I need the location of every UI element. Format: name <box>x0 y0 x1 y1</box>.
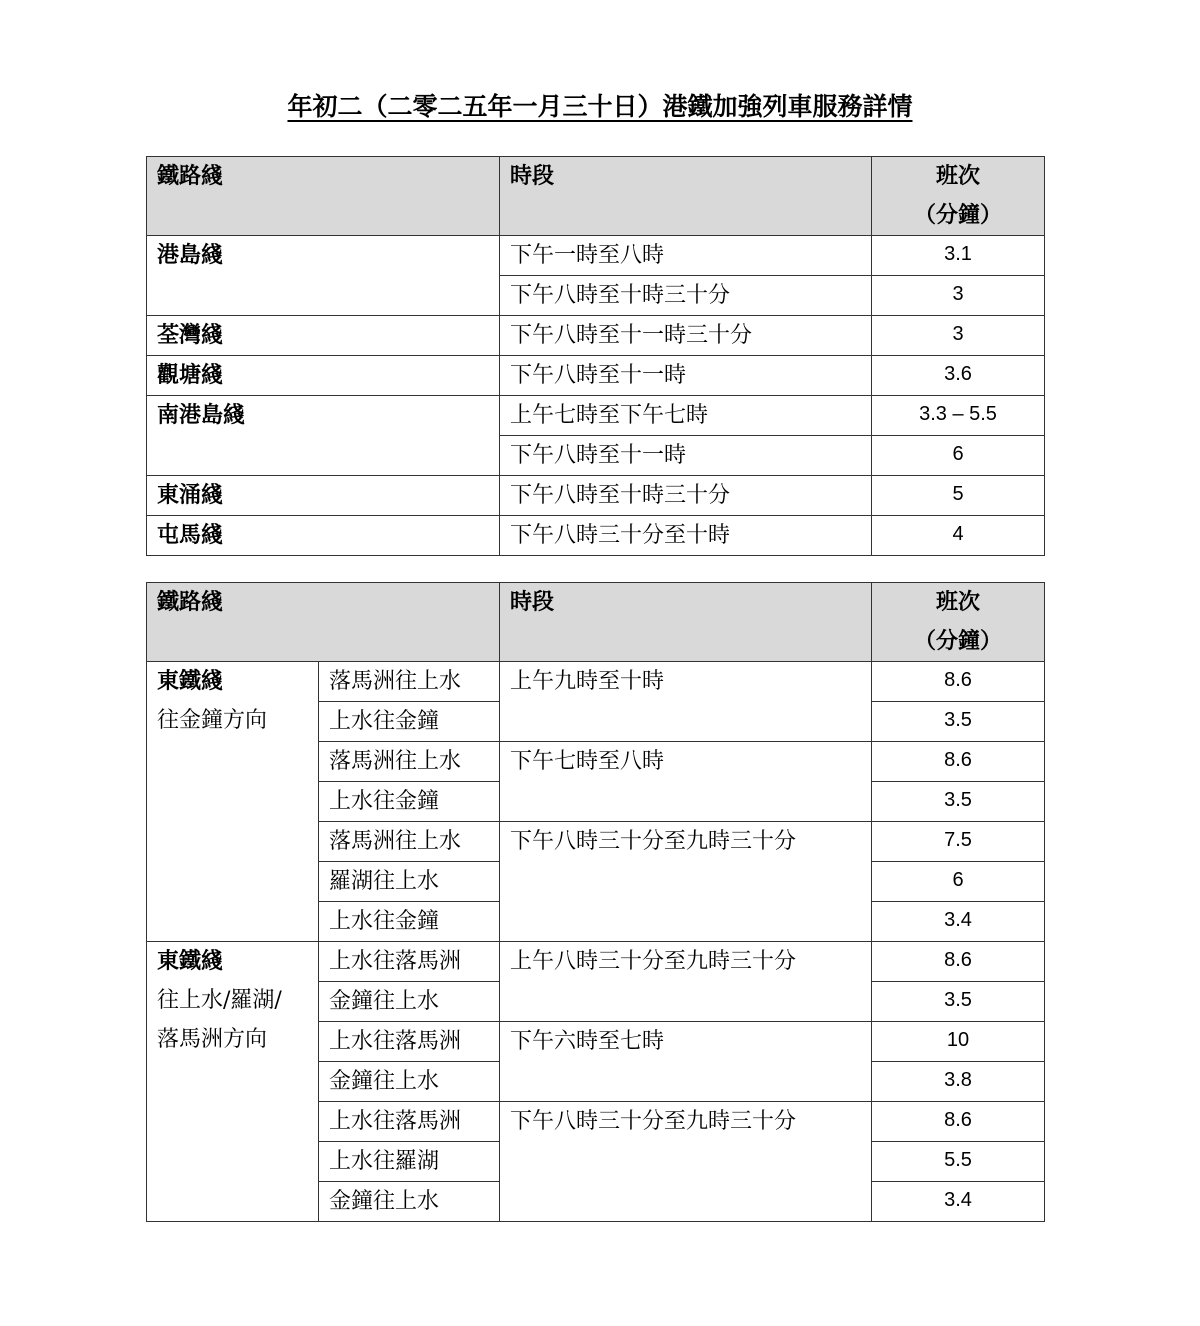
frequency-cell: 3.4 <box>872 1182 1045 1222</box>
period-cell: 下午八時至十一時 <box>500 436 872 476</box>
header-frequency: 班次 （分鐘） <box>872 583 1045 662</box>
period-cell: 下午八時至十一時 <box>500 356 872 396</box>
frequency-cell: 8.6 <box>872 662 1045 702</box>
route-cell: 上水往金鐘 <box>319 902 500 942</box>
period-cell: 下午八時至十一時三十分 <box>500 316 872 356</box>
period-cell: 下午一時至八時 <box>500 236 872 276</box>
period-cell: 下午六時至七時 <box>500 1022 872 1102</box>
header-period: 時段 <box>500 157 872 236</box>
route-cell: 上水往落馬洲 <box>319 942 500 982</box>
frequency-cell: 3.5 <box>872 982 1045 1022</box>
frequency-cell: 3.4 <box>872 902 1045 942</box>
table-row <box>147 356 1045 396</box>
route-cell: 金鐘往上水 <box>319 982 500 1022</box>
period-cell: 上午九時至十時 <box>500 662 872 742</box>
table-row <box>147 236 1045 276</box>
frequency-cell: 5.5 <box>872 1142 1045 1182</box>
route-cell: 上水往金鐘 <box>319 782 500 822</box>
table-row <box>147 942 1045 982</box>
frequency-cell: 3 <box>872 316 1045 356</box>
route-cell: 金鐘往上水 <box>319 1182 500 1222</box>
route-cell: 上水往金鐘 <box>319 702 500 742</box>
line-name: 南港島綫 <box>147 396 500 476</box>
table-row <box>147 662 1045 702</box>
frequency-cell: 6 <box>872 436 1045 476</box>
frequency-cell: 3.5 <box>872 702 1045 742</box>
page-title: 年初二（二零二五年一月三十日）港鐵加強列車服務詳情 <box>287 92 913 121</box>
route-cell: 羅湖往上水 <box>319 862 500 902</box>
route-cell: 落馬洲往上水 <box>319 822 500 862</box>
route-cell: 金鐘往上水 <box>319 1062 500 1102</box>
service-table-2 <box>146 582 1045 1222</box>
header-line: 鐵路綫 <box>147 157 500 236</box>
service-table-1 <box>146 156 1045 556</box>
period-cell: 下午八時三十分至九時三十分 <box>500 822 872 942</box>
section-label: 東鐵綫 往金鐘方向 <box>147 662 319 942</box>
frequency-cell: 5 <box>872 476 1045 516</box>
period-cell: 下午八時至十時三十分 <box>500 476 872 516</box>
period-cell: 下午八時三十分至十時 <box>500 516 872 556</box>
frequency-cell: 10 <box>872 1022 1045 1062</box>
route-cell: 落馬洲往上水 <box>319 662 500 702</box>
table-row <box>147 476 1045 516</box>
table-header-row <box>147 583 1045 662</box>
route-cell: 落馬洲往上水 <box>319 742 500 782</box>
line-name: 觀塘綫 <box>147 356 500 396</box>
frequency-cell: 3.5 <box>872 782 1045 822</box>
frequency-cell: 3.8 <box>872 1062 1045 1102</box>
frequency-cell: 8.6 <box>872 942 1045 982</box>
frequency-cell: 3.6 <box>872 356 1045 396</box>
line-name: 東涌綫 <box>147 476 500 516</box>
frequency-cell: 3 <box>872 276 1045 316</box>
period-cell: 下午八時至十時三十分 <box>500 276 872 316</box>
frequency-cell: 8.6 <box>872 1102 1045 1142</box>
table-row <box>147 516 1045 556</box>
frequency-cell: 4 <box>872 516 1045 556</box>
frequency-cell: 7.5 <box>872 822 1045 862</box>
period-cell: 上午八時三十分至九時三十分 <box>500 942 872 1022</box>
line-name: 屯馬綫 <box>147 516 500 556</box>
period-cell: 下午八時三十分至九時三十分 <box>500 1102 872 1222</box>
frequency-cell: 3.3 – 5.5 <box>872 396 1045 436</box>
period-cell: 上午七時至下午七時 <box>500 396 872 436</box>
frequency-cell: 3.1 <box>872 236 1045 276</box>
table-row <box>147 316 1045 356</box>
route-cell: 上水往落馬洲 <box>319 1102 500 1142</box>
table-header-row <box>147 157 1045 236</box>
frequency-cell: 8.6 <box>872 742 1045 782</box>
frequency-cell: 6 <box>872 862 1045 902</box>
route-cell: 上水往羅湖 <box>319 1142 500 1182</box>
line-name: 荃灣綫 <box>147 316 500 356</box>
line-name: 港島綫 <box>147 236 500 316</box>
header-line: 鐵路綫 <box>147 583 500 662</box>
period-cell: 下午七時至八時 <box>500 742 872 822</box>
header-frequency: 班次 （分鐘） <box>872 157 1045 236</box>
route-cell: 上水往落馬洲 <box>319 1022 500 1062</box>
table-row <box>147 396 1045 436</box>
section-label: 東鐵綫 往上水/羅湖/ 落馬洲方向 <box>147 942 319 1222</box>
header-period: 時段 <box>500 583 872 662</box>
